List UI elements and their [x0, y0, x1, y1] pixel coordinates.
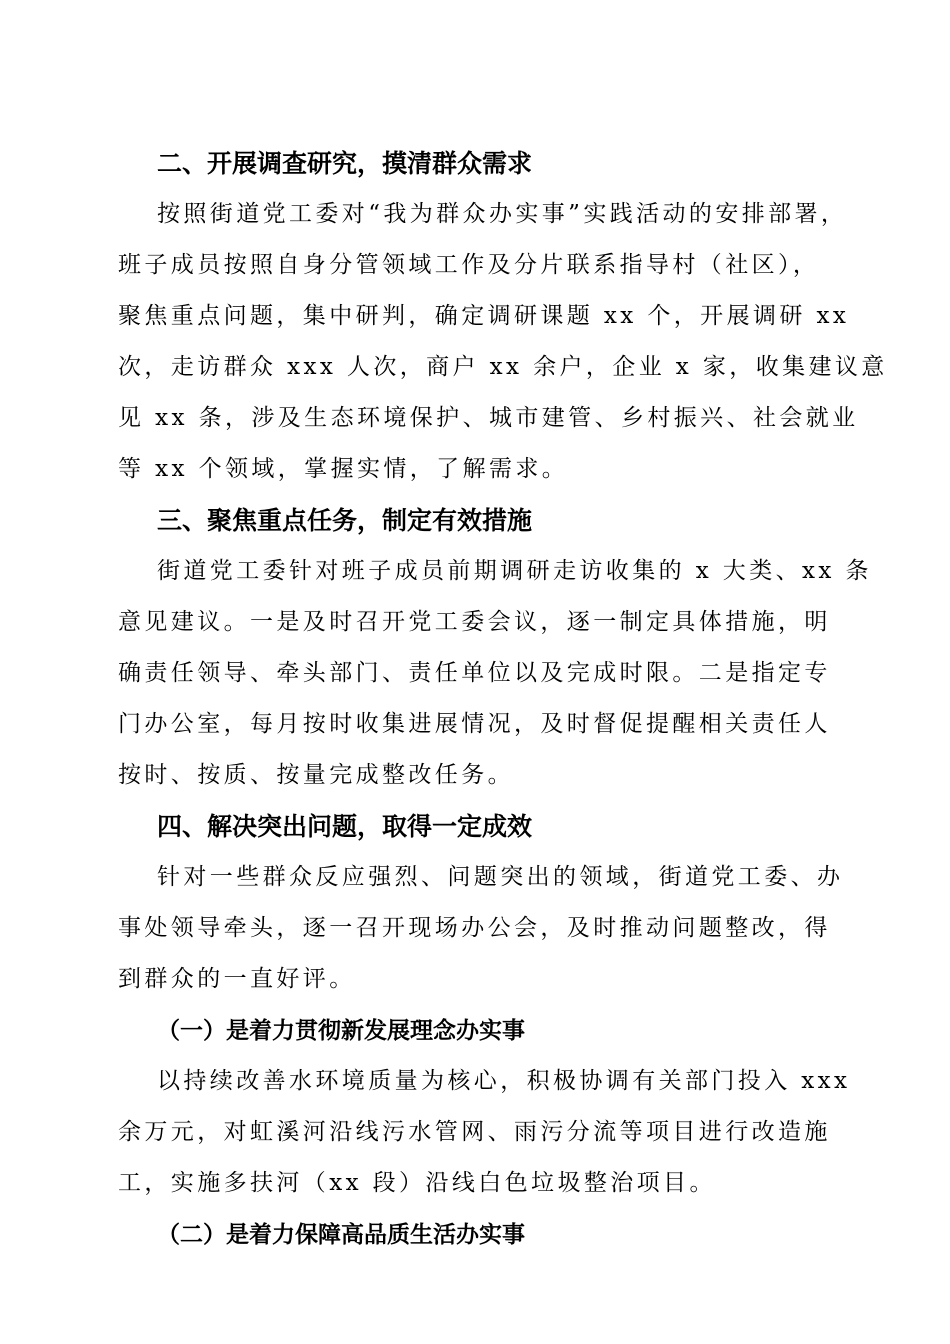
- text-line: 等 xx 个领域，掌握实情，了解需求。: [118, 456, 569, 482]
- text-line: 事处领导牵头，逐一召开现场办公会，及时推动问题整改，得: [118, 915, 831, 941]
- text-line: 门办公室，每月按时收集进展情况，及时督促提醒相关责任人: [118, 711, 831, 737]
- paragraph-investigation: [118, 189, 888, 495]
- text-line: 聚焦重点问题，集中研判，确定调研课题 xx 个，开展调研 xx: [118, 303, 850, 329]
- text-line: 见 xx 条，涉及生态环境保护、城市建管、乡村振兴、社会就业: [118, 405, 859, 431]
- subsection-heading-quality-life: （二）是着力保障高品质生活办实事: [157, 1221, 525, 1248]
- text-line: 以持续改善水环境质量为核心，积极协调有关部门投入 xxx: [157, 1068, 851, 1094]
- paragraph-tasks: [118, 546, 872, 801]
- text-line: 到群众的一直好评。: [118, 966, 356, 992]
- text-line: 街道党工委针对班子成员前期调研走访收集的 x 大类、xx 条: [157, 558, 872, 584]
- text-line: 针对一些群众反应强烈、问题突出的领域，街道党工委、办: [157, 864, 844, 890]
- text-line: 次，走访群众 xxx 人次，商户 xx 余户，企业 x 家，收集建议意: [118, 354, 888, 380]
- section-heading-investigation: 二、开展调查研究，摸清群众需求: [157, 149, 533, 178]
- text-line: 工，实施多扶河（xx 段）沿线白色垃圾整治项目。: [118, 1170, 716, 1196]
- text-line: 按时、按质、按量完成整改任务。: [118, 762, 514, 788]
- paragraph-development: [118, 1056, 851, 1209]
- text-line: 确责任领导、牵头部门、责任单位以及完成时限。二是指定专: [118, 660, 831, 686]
- text-line: 余万元，对虹溪河沿线污水管网、雨污分流等项目进行改造施: [118, 1119, 831, 1145]
- section-heading-tasks: 三、聚焦重点任务，制定有效措施: [157, 506, 533, 535]
- text-line: 意见建议。一是及时召开党工委会议，逐一制定具体措施，明: [118, 609, 831, 635]
- section-heading-problems: 四、解决突出问题，取得一定成效: [157, 812, 533, 841]
- text-line: 班子成员按照自身分管领域工作及分片联系指导村（社区），: [118, 252, 820, 278]
- paragraph-problems: [118, 852, 844, 1005]
- document-body: [118, 138, 888, 1260]
- subsection-heading-development: （一）是着力贯彻新发展理念办实事: [157, 1017, 525, 1044]
- text-line: 按照街道党工委对“我为群众办实事”实践活动的安排部署，: [157, 201, 848, 227]
